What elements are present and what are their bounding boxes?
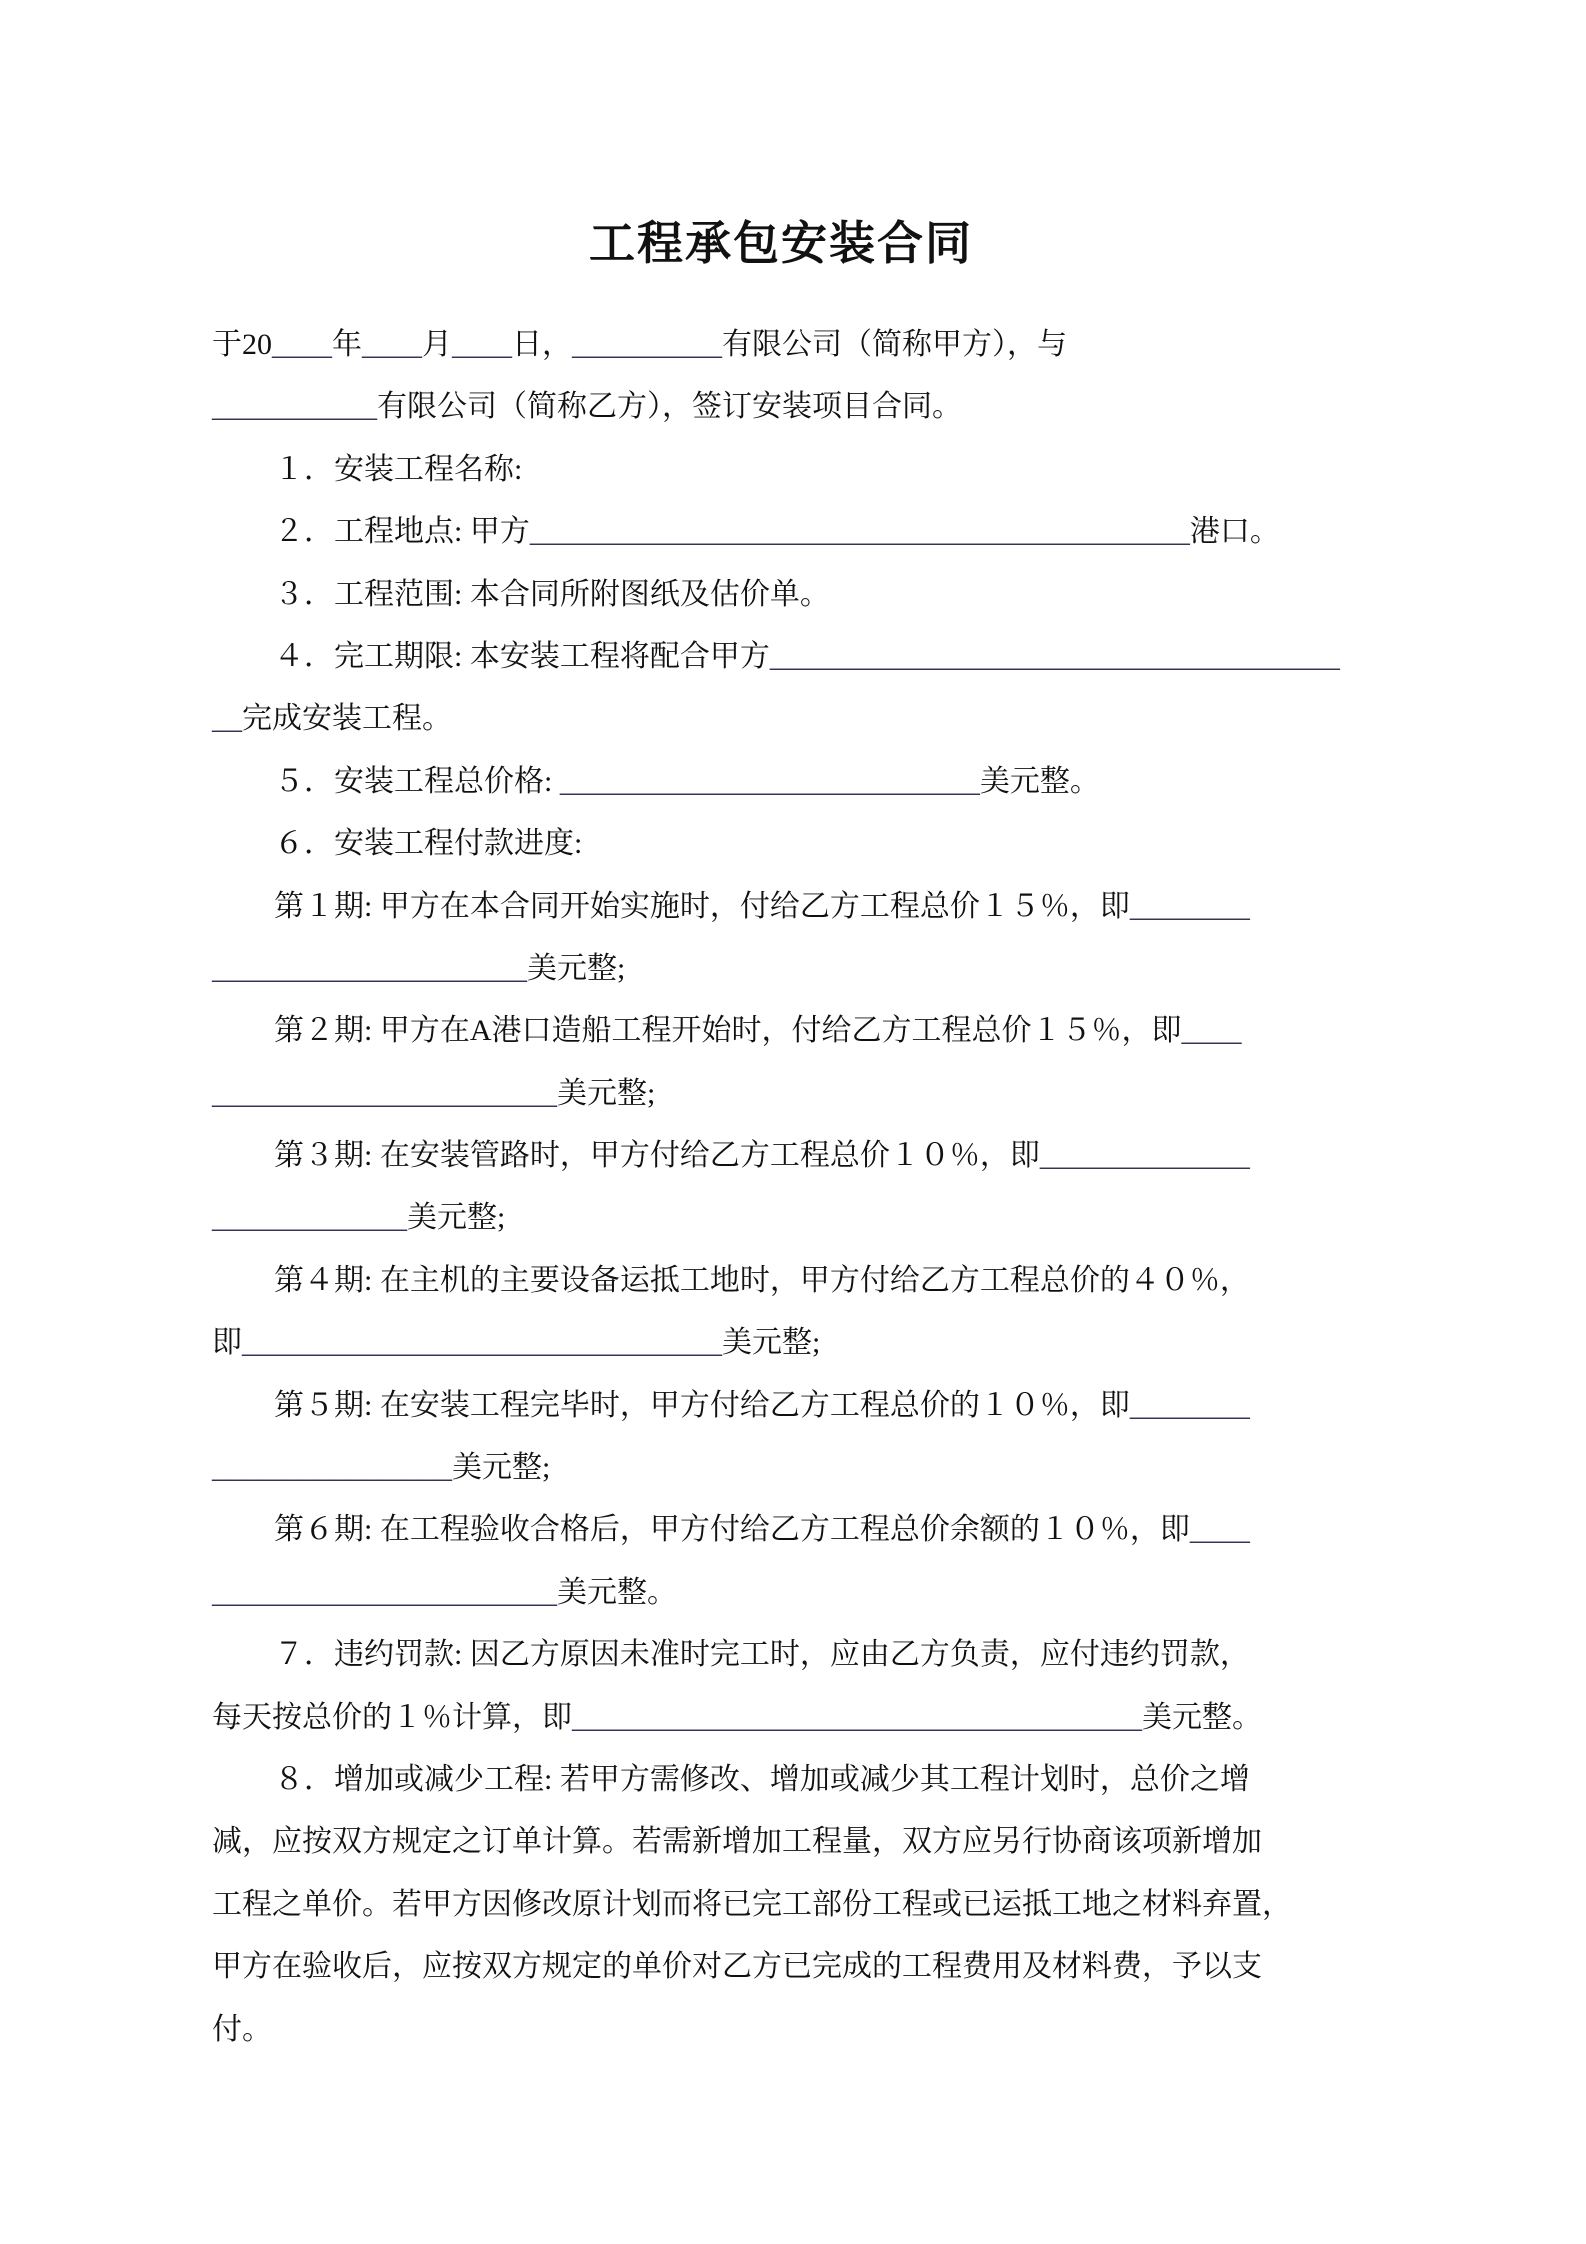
blank-underline: ____ (452, 328, 512, 361)
blank-underline: ____ (362, 328, 422, 361)
document-line: 即________________________________美元整; (212, 1326, 821, 1360)
document-line: _____________________美元整; (212, 951, 626, 985)
blank-underline: ________________ (212, 1451, 452, 1485)
blank-underline: __________ (572, 328, 722, 361)
document-line: ７．违约罚款: 因乙方原因未准时完工时，应由乙方负责，应付违约罚款， (274, 1638, 1250, 1672)
document-line: _____________美元整; (212, 1201, 506, 1235)
document-line: _______________________美元整; (212, 1076, 656, 1110)
blank-underline: ____ (272, 328, 332, 361)
blank-underline: ____________________________________________ (529, 515, 1190, 549)
document-body (212, 314, 1350, 2061)
blank-underline: ______________________________________ (769, 639, 1340, 673)
document-line: 第２期: 甲方在A港口造船工程开始时，付给乙方工程总价１５％，即____ (274, 1014, 1242, 1048)
document-line: ４．完工期限: 本安装工程将配合甲方______________________________________ (274, 639, 1340, 673)
blank-underline: __ (212, 702, 242, 736)
blank-underline: ____ (1189, 1513, 1250, 1547)
document-line: ６．安装工程付款进度: (274, 827, 583, 861)
document-line: 第４期: 在主机的主要设备运抵工地时，甲方付给乙方工程总价的４０％， (274, 1263, 1250, 1297)
document-line: 减，应按双方规定之订单计算。若需新增加工程量，双方应另行协商该项新增加 (212, 1825, 1262, 1859)
document-line: 第５期: 在安装工程完毕时，甲方付给乙方工程总价的１０％，即________ (274, 1388, 1250, 1422)
document-line: __完成安装工程。 (212, 702, 452, 736)
blank-underline: ________ (1129, 889, 1250, 923)
blank-underline: ______________________________________ (572, 1700, 1142, 1734)
document-line: ８．增加或减少工程: 若甲方需修改、增加或减少其工程计划时，总价之增 (274, 1762, 1250, 1796)
document-line: １．安装工程名称: (274, 452, 523, 486)
blank-underline: ________________________________ (242, 1326, 722, 1360)
document-line: 每天按总价的１％计算，即______________________________________美元整。 (212, 1700, 1262, 1734)
document-line: ___________有限公司（简称乙方），签订安装项目合同。 (212, 390, 962, 424)
document-line: 工程之单价。若甲方因修改原计划而将已完工部份工程或已运抵工地之材料弃置， (212, 1887, 1292, 1921)
document-line: ５．安装工程总价格: ____________________________美元整。 (274, 764, 1100, 798)
blank-underline: ________ (1129, 1388, 1250, 1422)
document-title: 工程承包安装合同 (589, 218, 973, 269)
document-line: ________________美元整; (212, 1451, 551, 1485)
blank-underline: ______________ (1039, 1139, 1250, 1173)
document-line: 第６期: 在工程验收合格后，甲方付给乙方工程总价余额的１０％，即____ (274, 1513, 1250, 1547)
blank-underline: _____________ (212, 1201, 407, 1235)
blank-underline: ____________________________ (559, 764, 980, 798)
document-line: ３．工程范围: 本合同所附图纸及估价单。 (274, 577, 830, 611)
document-line: 付。 (212, 2012, 272, 2046)
document-line: ２．工程地点: 甲方____________________________________________港口。 (274, 515, 1280, 549)
blank-underline: _______________________ (212, 1575, 557, 1609)
document-line: _______________________美元整。 (212, 1575, 677, 1609)
document-line: 于20____年____月____日，__________有限公司（简称甲方），与 (212, 328, 1067, 361)
blank-underline: _____________________ (212, 951, 527, 985)
blank-underline: ___________ (212, 390, 377, 424)
document-line: 甲方在验收后，应按双方规定的单价对乙方已完成的工程费用及材料费，予以支 (212, 1950, 1262, 1984)
document-line: 第１期: 甲方在本合同开始实施时，付给乙方工程总价１５％，即________ (274, 889, 1250, 923)
document-line: 第３期: 在安装管路时，甲方付给乙方工程总价１０％，即______________ (274, 1139, 1250, 1173)
blank-underline: _______________________ (212, 1076, 557, 1110)
blank-underline: ____ (1181, 1014, 1242, 1048)
